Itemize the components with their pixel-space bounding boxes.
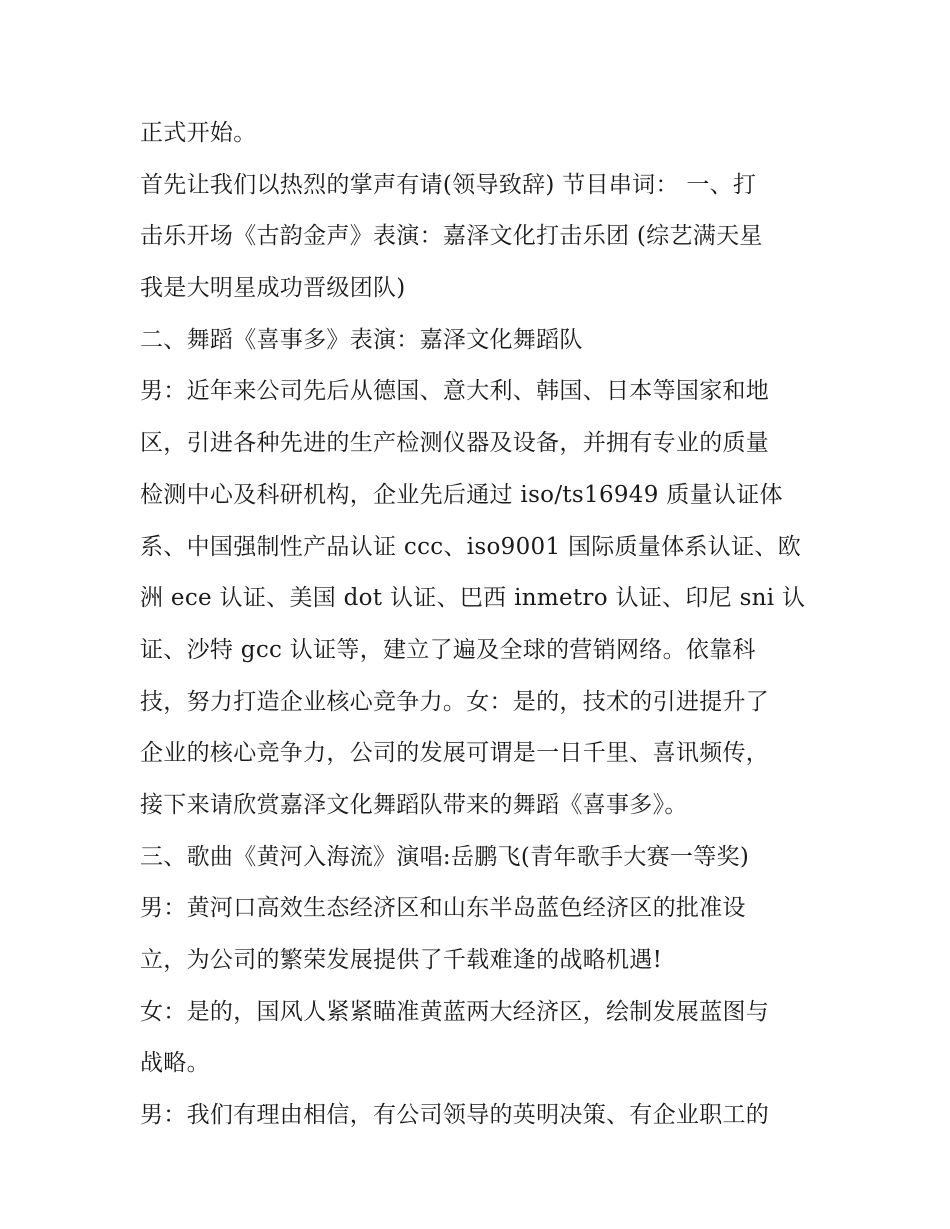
text-line: 检测中心及科研机构，企业先后通过 iso/ts16949 质量认证体 <box>140 481 783 508</box>
text-line: 三、歌曲《黄河入海流》演唱:岳鹏飞(青年歌手大赛一等奖) <box>140 843 750 870</box>
text-line: 男：近年来公司先后从德国、意大利、韩国、日本等国家和地 <box>140 378 770 405</box>
text-line: 技，努力打造企业核心竞争力。女：是的，技术的引进提升了 <box>140 688 770 715</box>
text-line: 证、沙特 gcc 认证等，建立了遍及全球的营销网络。依靠科 <box>140 636 756 663</box>
text-line: 系、中国强制性产品认证 ccc、iso9001 国际质量体系认证、欧 <box>140 533 802 560</box>
text-line: 首先让我们以热烈的掌声有请(领导致辞) 节目串词： 一、打 <box>140 171 757 198</box>
text-line: 二、舞蹈《喜事多》表演：嘉泽文化舞蹈队 <box>140 326 583 353</box>
document-body <box>140 108 820 1142</box>
text-line: 男：黄河口高效生态经济区和山东半岛蓝色经济区的批准设 <box>140 895 746 922</box>
text-line: 击乐开场《古韵金声》表演：嘉泽文化打击乐团 (综艺满天星 <box>140 223 763 250</box>
text-line: 女：是的，国风人紧紧瞄准黄蓝两大经济区，绘制发展蓝图与 <box>140 998 770 1025</box>
text-line: 我是大明星成功晋级团队) <box>140 275 406 302</box>
text-line: 洲 ece 认证、美国 dot 认证、巴西 inmetro 认证、印尼 sni 认 <box>140 585 806 612</box>
text-line: 正式开始。 <box>140 120 257 146</box>
text-line: 区，引进各种先进的生产检测仪器及设备，并拥有专业的质量 <box>140 430 770 457</box>
text-line: 战略。 <box>140 1050 210 1077</box>
text-line: 立，为公司的繁荣发展提供了千载难逢的战略机遇! <box>140 947 663 973</box>
text-line: 男：我们有理由相信，有公司领导的英明决策、有企业职工的 <box>140 1102 770 1129</box>
text-line: 接下来请欣赏嘉泽文化舞蹈队带来的舞蹈《喜事多》。 <box>140 791 688 818</box>
text-line: 企业的核心竞争力，公司的发展可谓是一日千里、喜讯频传， <box>140 740 770 767</box>
